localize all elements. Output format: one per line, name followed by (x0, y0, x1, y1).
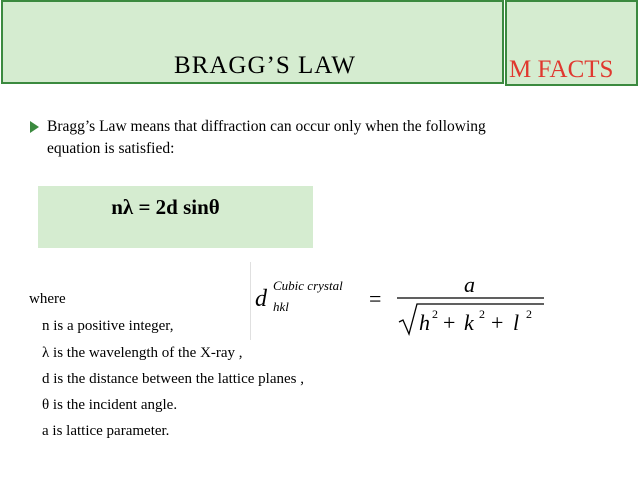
formula-d: d (255, 286, 267, 312)
formula-k: k (464, 310, 474, 335)
where-label: where (29, 291, 66, 307)
formula-subscript: hkl (273, 299, 289, 314)
definition-theta: θ is the incident angle. (42, 397, 178, 413)
bullet-text-line-2: equation is satisfied: (47, 140, 175, 157)
formula-plus-2: + (491, 310, 504, 335)
formula-graphic (251, 262, 553, 340)
bullet-text-line-1: Bragg’s Law means that diffraction can occur only when the following (47, 118, 486, 135)
formula-numerator: a (464, 272, 475, 297)
formula-h-exp: 2 (432, 307, 438, 321)
formula-superscript: Cubic crystal (273, 278, 343, 293)
formula-plus-1: + (443, 310, 456, 335)
formula-equals: = (369, 286, 382, 311)
corner-label: M FACTS (509, 56, 614, 83)
formula-l-exp: 2 (526, 307, 532, 321)
definition-d: d is the distance between the lattice planes , (42, 371, 304, 387)
formula-l: l (513, 310, 520, 335)
formula-h: h (419, 310, 430, 335)
arrow-bullet-icon (30, 121, 39, 133)
definition-n: n is a positive integer, (42, 318, 174, 334)
definition-a: a is lattice parameter. (42, 423, 170, 439)
cubic-crystal-formula (250, 262, 553, 340)
bragg-equation-box (38, 186, 313, 248)
slide-title: BRAGG’S LAW (174, 52, 356, 79)
definition-lambda: λ is the wavelength of the X-ray , (42, 345, 243, 361)
formula-k-exp: 2 (479, 307, 485, 321)
bragg-equation: nλ = 2d sinθ (111, 195, 220, 219)
